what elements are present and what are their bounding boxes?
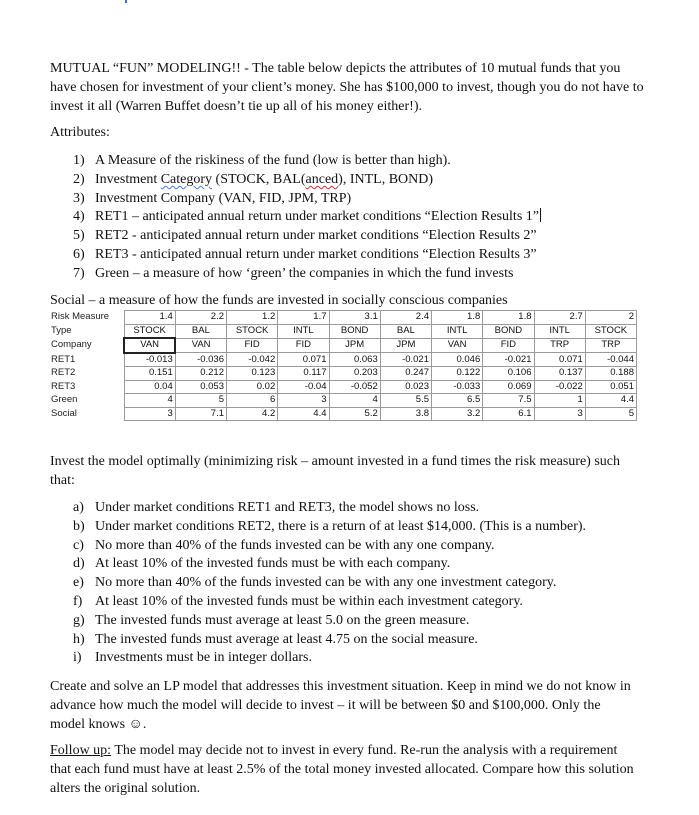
table-row <box>50 394 637 408</box>
row-label: RET2 <box>51 367 76 379</box>
table-cell: 0.247 <box>380 367 431 381</box>
table-cell: 4.2 <box>227 407 278 421</box>
item-letter: a) <box>73 500 84 515</box>
table-cell: 1.4 <box>124 311 175 325</box>
constraints-list <box>73 499 587 668</box>
table-cell: STOCK <box>227 324 278 338</box>
table-cell: 1.8 <box>483 311 534 325</box>
table-cell: BOND <box>483 324 534 338</box>
table-cell: 4 <box>124 394 175 408</box>
item-text: The invested funds must average at least 4.75 on the social measure. <box>95 631 478 647</box>
table-cell: 1.2 <box>227 311 278 325</box>
item-letter: e) <box>73 575 84 591</box>
table-cell: 0.023 <box>380 380 431 394</box>
table-cell: 4.4 <box>585 394 636 408</box>
item-text: At least 10% of the invested funds must be with each company. <box>95 556 451 572</box>
followup-label: Follow up: <box>50 743 112 758</box>
item-number: 1) <box>73 153 85 168</box>
table-cell: -0.022 <box>534 380 585 394</box>
table-cell: -0.04 <box>278 380 329 394</box>
create-paragraph: Create and solve an LP model that addresses this investment situation. Keep in mind we do not know in advance how much the model will decide to invest – it will be between $0 and $100,000. Only the model knows ☺. <box>50 679 631 732</box>
item-text: ), INTL, BOND) <box>338 171 434 187</box>
table-cell: 3.1 <box>329 311 380 325</box>
table-cell: BAL <box>175 324 226 338</box>
table-cell: 2.2 <box>175 311 226 325</box>
item-text: Investments must be in integer dollars. <box>95 650 312 666</box>
table-cell: 3.2 <box>432 407 483 421</box>
item-text: Investment Company (VAN, FID, JPM, TRP) <box>95 190 352 206</box>
item-letter: h) <box>73 631 85 647</box>
item-number: 7) <box>73 265 85 281</box>
table-cell: BAL <box>380 324 431 338</box>
table-cell: -0.044 <box>585 353 636 367</box>
table-cell: 3 <box>124 407 175 421</box>
table-cell: 0.04 <box>124 380 175 394</box>
table-cell: VAN <box>124 338 175 353</box>
stray-mark <box>125 0 127 3</box>
table-cell: 0.117 <box>278 367 329 381</box>
table-cell: -0.021 <box>380 353 431 367</box>
attribute-item <box>73 171 541 190</box>
table-row <box>50 380 637 394</box>
item-text: Investment <box>95 171 161 187</box>
table-cell: TRP <box>585 338 636 353</box>
table-cell: 3.8 <box>380 407 431 421</box>
constraint-item <box>73 555 586 574</box>
table-cell: 0.063 <box>329 353 380 367</box>
fund-attributes-table <box>50 310 637 421</box>
table-cell: 0.122 <box>432 367 483 381</box>
item-letter: b) <box>73 518 85 534</box>
table-cell: FID <box>483 338 534 353</box>
table-cell: 0.106 <box>483 367 534 381</box>
row-label: Social <box>51 407 77 419</box>
item-text: RET1 – anticipated annual return under market conditions “Election Results 1” <box>95 209 539 225</box>
attribute-item <box>73 265 541 284</box>
table-cell: INTL <box>534 324 585 338</box>
item-number: 3) <box>73 190 85 206</box>
table-cell: 6.1 <box>483 407 534 421</box>
table-cell: FID <box>278 338 329 353</box>
table-cell: JPM <box>329 338 380 353</box>
table-cell: 7.1 <box>175 407 226 421</box>
invest-paragraph: Invest the model optimally (minimizing risk – amount invested in a fund times the risk measure) such that: <box>50 454 621 488</box>
table-cell: 0.02 <box>227 380 278 394</box>
table-cell: STOCK <box>124 324 175 338</box>
table-cell: FID <box>227 338 278 353</box>
table-cell: -0.052 <box>329 380 380 394</box>
spellcheck-underlined-word: Category <box>160 171 213 187</box>
item-number: 6) <box>73 246 85 262</box>
table-cell: JPM <box>380 338 431 353</box>
constraint-item <box>73 499 586 518</box>
table-cell: -0.021 <box>483 353 534 367</box>
table-row <box>50 353 637 367</box>
item-text: No more than 40% of the funds invested can be with any one company. <box>95 537 495 553</box>
table-cell: 2.4 <box>380 311 431 325</box>
table-cell: 1.8 <box>432 311 483 325</box>
item-text: The invested funds must average at least 5.0 on the green measure. <box>95 612 470 628</box>
item-text: Green – a measure of how ‘green’ the companies in which the fund invests <box>95 265 514 281</box>
item-number: 4) <box>73 209 85 225</box>
constraint-item <box>73 537 586 556</box>
table-cell: TRP <box>534 338 585 353</box>
constraint-item <box>73 631 586 650</box>
table-cell: 0.053 <box>175 380 226 394</box>
table-cell: 0.203 <box>329 367 380 381</box>
item-letter: i) <box>73 650 82 666</box>
item-number: 5) <box>73 228 85 244</box>
attribute-item <box>73 190 541 209</box>
table-row <box>50 407 637 421</box>
item-text: RET2 - anticipated annual return under market conditions “Election Results 2” <box>95 228 537 244</box>
item-number: 2) <box>73 171 85 187</box>
table-cell: 0.137 <box>534 367 585 381</box>
table-cell: 2 <box>585 311 636 325</box>
table-cell: 0.071 <box>278 353 329 367</box>
table-cell: -0.013 <box>124 353 175 367</box>
attribute-item <box>73 246 541 265</box>
table-cell: 5 <box>585 407 636 421</box>
table-cell: VAN <box>175 338 226 353</box>
table-cell: 0.046 <box>432 353 483 367</box>
row-label: RET3 <box>51 380 76 392</box>
table-cell: 0.123 <box>227 367 278 381</box>
spellcheck-underlined-word: anced <box>305 171 339 187</box>
table-cell: 0.188 <box>585 367 636 381</box>
row-label: Green <box>51 394 78 406</box>
item-text: A Measure of the riskiness of the fund (low is better than high). <box>95 153 451 168</box>
table-cell: -0.033 <box>432 380 483 394</box>
table-cell: 0.212 <box>175 367 226 381</box>
table-row <box>50 324 637 338</box>
row-label: Company <box>51 339 92 351</box>
constraint-item <box>73 612 586 631</box>
table-row <box>50 338 637 353</box>
attributes-list <box>73 152 541 284</box>
row-label: Type <box>51 325 72 336</box>
table-row <box>50 367 637 381</box>
item-letter: f) <box>73 593 83 609</box>
table-cell: 0.051 <box>585 380 636 394</box>
constraint-item <box>73 518 587 537</box>
table-cell: 3 <box>534 407 585 421</box>
item-text: Under market conditions RET2, there is a return of at least $14,000. (This is a number). <box>95 518 587 534</box>
table-cell: 1.7 <box>278 311 329 325</box>
table-cell: 5.5 <box>380 394 431 408</box>
attribute-item <box>73 227 541 246</box>
table-cell: 1 <box>534 394 585 408</box>
table-row <box>50 311 637 325</box>
item-text: (STOCK, BAL( <box>212 171 306 187</box>
table-cell: 5 <box>175 394 226 408</box>
followup-text: The model may decide not to invest in every fund. Re-run the analysis with a requirement that each fund must have at least 2.5% of the total money invested allocated. Compare how this solution alters the original solution. <box>50 743 634 796</box>
attributes-heading: Attributes: <box>50 125 110 140</box>
row-label: RET1 <box>51 353 76 365</box>
table-cell: 0.071 <box>534 353 585 367</box>
row-label: Risk Measure <box>51 311 110 323</box>
table-cell: 2.7 <box>534 311 585 325</box>
constraint-item <box>73 649 586 668</box>
item-text: No more than 40% of the funds invested can be with any one investment category. <box>95 575 557 591</box>
table-cell: 0.151 <box>124 367 175 381</box>
table-cell: INTL <box>278 324 329 338</box>
attribute-item <box>73 152 541 171</box>
social-description: Social – a measure of how the funds are invested in socially conscious companies <box>50 293 508 308</box>
text-cursor <box>540 208 541 222</box>
attribute-item <box>73 208 541 227</box>
table-cell: -0.042 <box>227 353 278 367</box>
item-text: RET3 - anticipated annual return under market conditions “Election Results 3” <box>95 246 537 262</box>
table-cell: 6.5 <box>432 394 483 408</box>
table-cell: -0.036 <box>175 353 226 367</box>
item-letter: g) <box>73 612 85 628</box>
table-cell: 6 <box>227 394 278 408</box>
table-cell: 0.069 <box>483 380 534 394</box>
item-letter: c) <box>73 537 84 553</box>
constraint-item <box>73 574 586 593</box>
table-cell: BOND <box>329 324 380 338</box>
intro-paragraph: MUTUAL “FUN” MODELING!! - The table below depicts the attributes of 10 mutual funds that you have chosen for investment of your client’s money. She has $100,000 to invest, though you do not have to invest it all (Warren Buffet doesn’t tie up all of his money either!). <box>50 61 644 114</box>
item-text: Under market conditions RET1 and RET3, the model shows no loss. <box>95 500 480 515</box>
table-cell: STOCK <box>585 324 636 338</box>
table-cell: 3 <box>278 394 329 408</box>
table-cell: 4.4 <box>278 407 329 421</box>
table-cell: 4 <box>329 394 380 408</box>
item-text: At least 10% of the invested funds must be within each investment category. <box>95 593 523 609</box>
constraint-item <box>73 593 586 612</box>
table-cell: 5.2 <box>329 407 380 421</box>
table-cell: 7.5 <box>483 394 534 408</box>
table-cell: VAN <box>432 338 483 353</box>
item-letter: d) <box>73 556 85 572</box>
followup-paragraph <box>50 741 635 798</box>
table-cell: INTL <box>432 324 483 338</box>
